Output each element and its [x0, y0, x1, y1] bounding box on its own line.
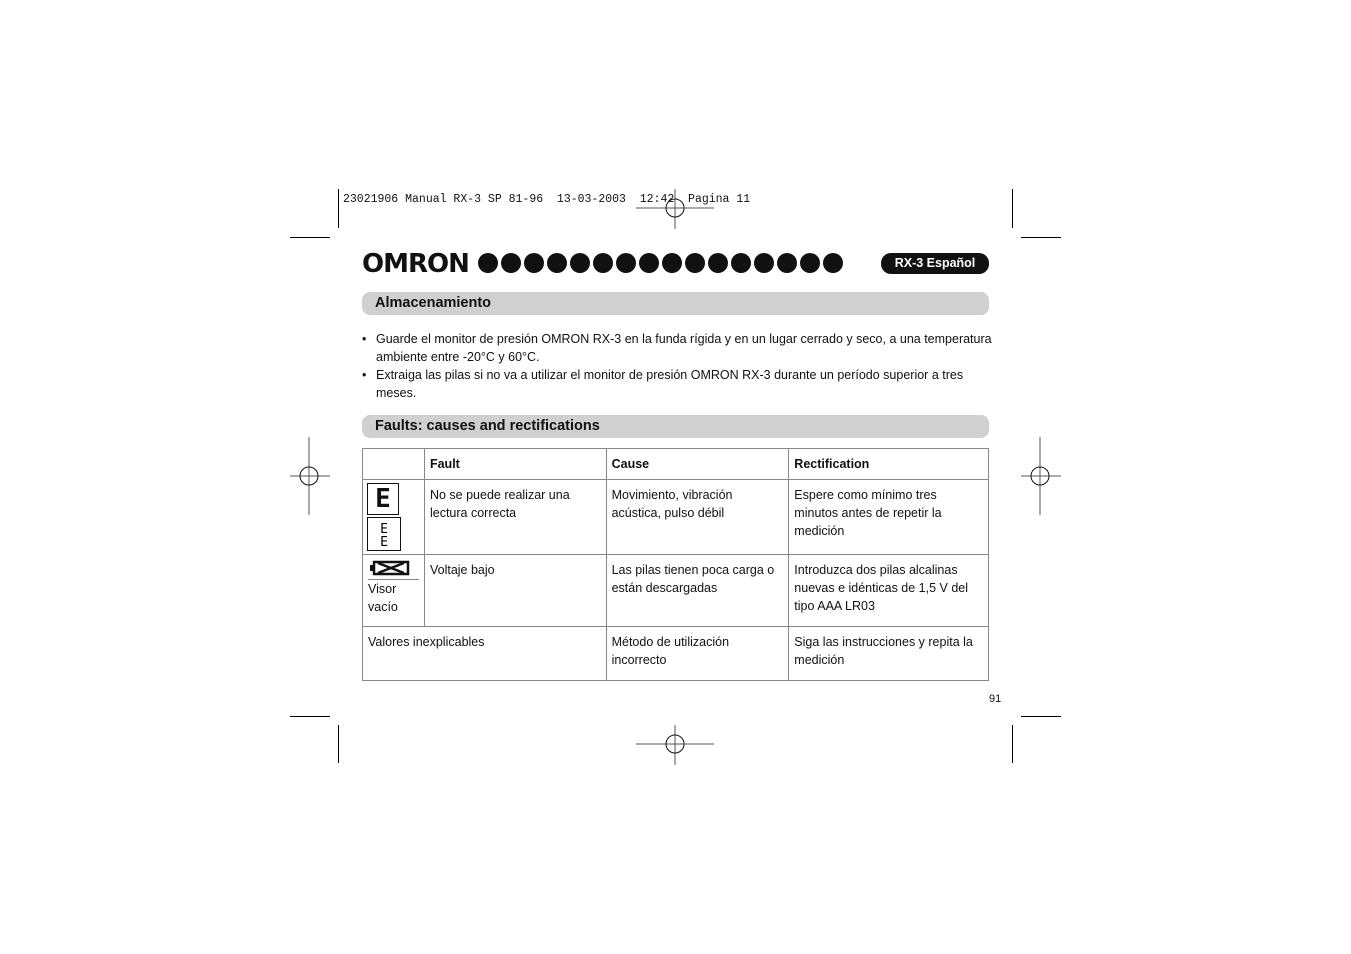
fault-cell: No se puede realizar una lectura correcta: [424, 480, 606, 555]
crop-mark: [1012, 725, 1013, 763]
dot-icon: [754, 253, 774, 273]
fault-header: Fault: [424, 449, 606, 480]
fault-cell: Voltaje bajo: [424, 555, 606, 627]
fault-cell: Valores inexplicables: [363, 627, 607, 681]
battery-symbol-cell: [363, 555, 425, 627]
dot-icon: [731, 253, 751, 273]
dot-icon: [708, 253, 728, 273]
list-item: • Extraiga las pilas si no va a utilizar el monitor de presión OMRON RX-3 durante un período superior a tres meses.: [362, 366, 992, 402]
dot-rule: [478, 253, 843, 273]
dot-icon: [547, 253, 567, 273]
dot-icon: [662, 253, 682, 273]
error-e-icon: E: [367, 483, 399, 515]
print-slug: 23021906 Manual RX-3 SP 81-96 13-03-2003 12:42 Pagina 11: [343, 193, 751, 206]
crop-mark: [290, 716, 330, 717]
faults-table: [362, 448, 989, 681]
crop-mark: [338, 189, 339, 228]
rectification-cell: Introduzca dos pilas alcalinas nuevas e idénticas de 1,5 V del tipo AAA LR03: [789, 555, 989, 627]
error-symbol-cell: [363, 480, 425, 555]
rectification-cell: Siga las instrucciones y repita la medición: [789, 627, 989, 681]
dot-icon: [777, 253, 797, 273]
dot-icon: [823, 253, 843, 273]
page-number: 91: [989, 693, 1002, 705]
dot-icon: [639, 253, 659, 273]
cause-cell: Método de utilización incorrecto: [606, 627, 789, 681]
cause-cell: Movimiento, vibración acústica, pulso débil: [606, 480, 789, 555]
rectification-cell: Espere como mínimo tres minutos antes de repetir la medición: [789, 480, 989, 555]
registration-mark-icon: [1021, 437, 1061, 515]
error-small-e-icon: [367, 517, 401, 551]
table-row: [363, 627, 989, 681]
rectification-header: Rectification: [789, 449, 989, 480]
section-title: Faults: causes and rectifications: [375, 418, 600, 434]
registration-mark-icon: [290, 437, 330, 515]
low-battery-icon: [368, 559, 412, 577]
crop-mark: [1021, 237, 1061, 238]
storage-bullet-list: [362, 330, 992, 402]
svg-text:E: E: [380, 535, 388, 550]
symbol-header: [363, 449, 425, 480]
crop-mark: [1012, 189, 1013, 228]
section-title: Almacenamiento: [375, 295, 492, 311]
list-item: • Guarde el monitor de presión OMRON RX-3 en la funda rígida y en un lugar cerrado y seco, a una temperatura ambiente entre -20°C y 60°C.: [362, 330, 992, 366]
table-row: [363, 480, 989, 555]
empty-display-label: Visor vacío: [368, 582, 398, 614]
svg-text:E: E: [380, 522, 388, 537]
crop-mark: [1021, 716, 1061, 717]
crop-mark: [290, 237, 330, 238]
dot-icon: [685, 253, 705, 273]
crop-mark: [338, 725, 339, 763]
cause-cell: Las pilas tienen poca carga o están descargadas: [606, 555, 789, 627]
dot-icon: [570, 253, 590, 273]
section-heading-faults: [362, 415, 989, 438]
dot-icon: [616, 253, 636, 273]
table-header-row: [363, 449, 989, 480]
registration-mark-icon: [636, 725, 714, 765]
table-row: [363, 555, 989, 627]
dot-icon: [524, 253, 544, 273]
dot-icon: [501, 253, 521, 273]
dot-icon: [800, 253, 820, 273]
section-heading-storage: [362, 292, 989, 315]
cause-header: Cause: [606, 449, 789, 480]
dot-icon: [593, 253, 613, 273]
language-badge: RX-3 Español: [881, 253, 989, 274]
omron-logo: OMRON: [362, 249, 469, 279]
dot-icon: [478, 253, 498, 273]
